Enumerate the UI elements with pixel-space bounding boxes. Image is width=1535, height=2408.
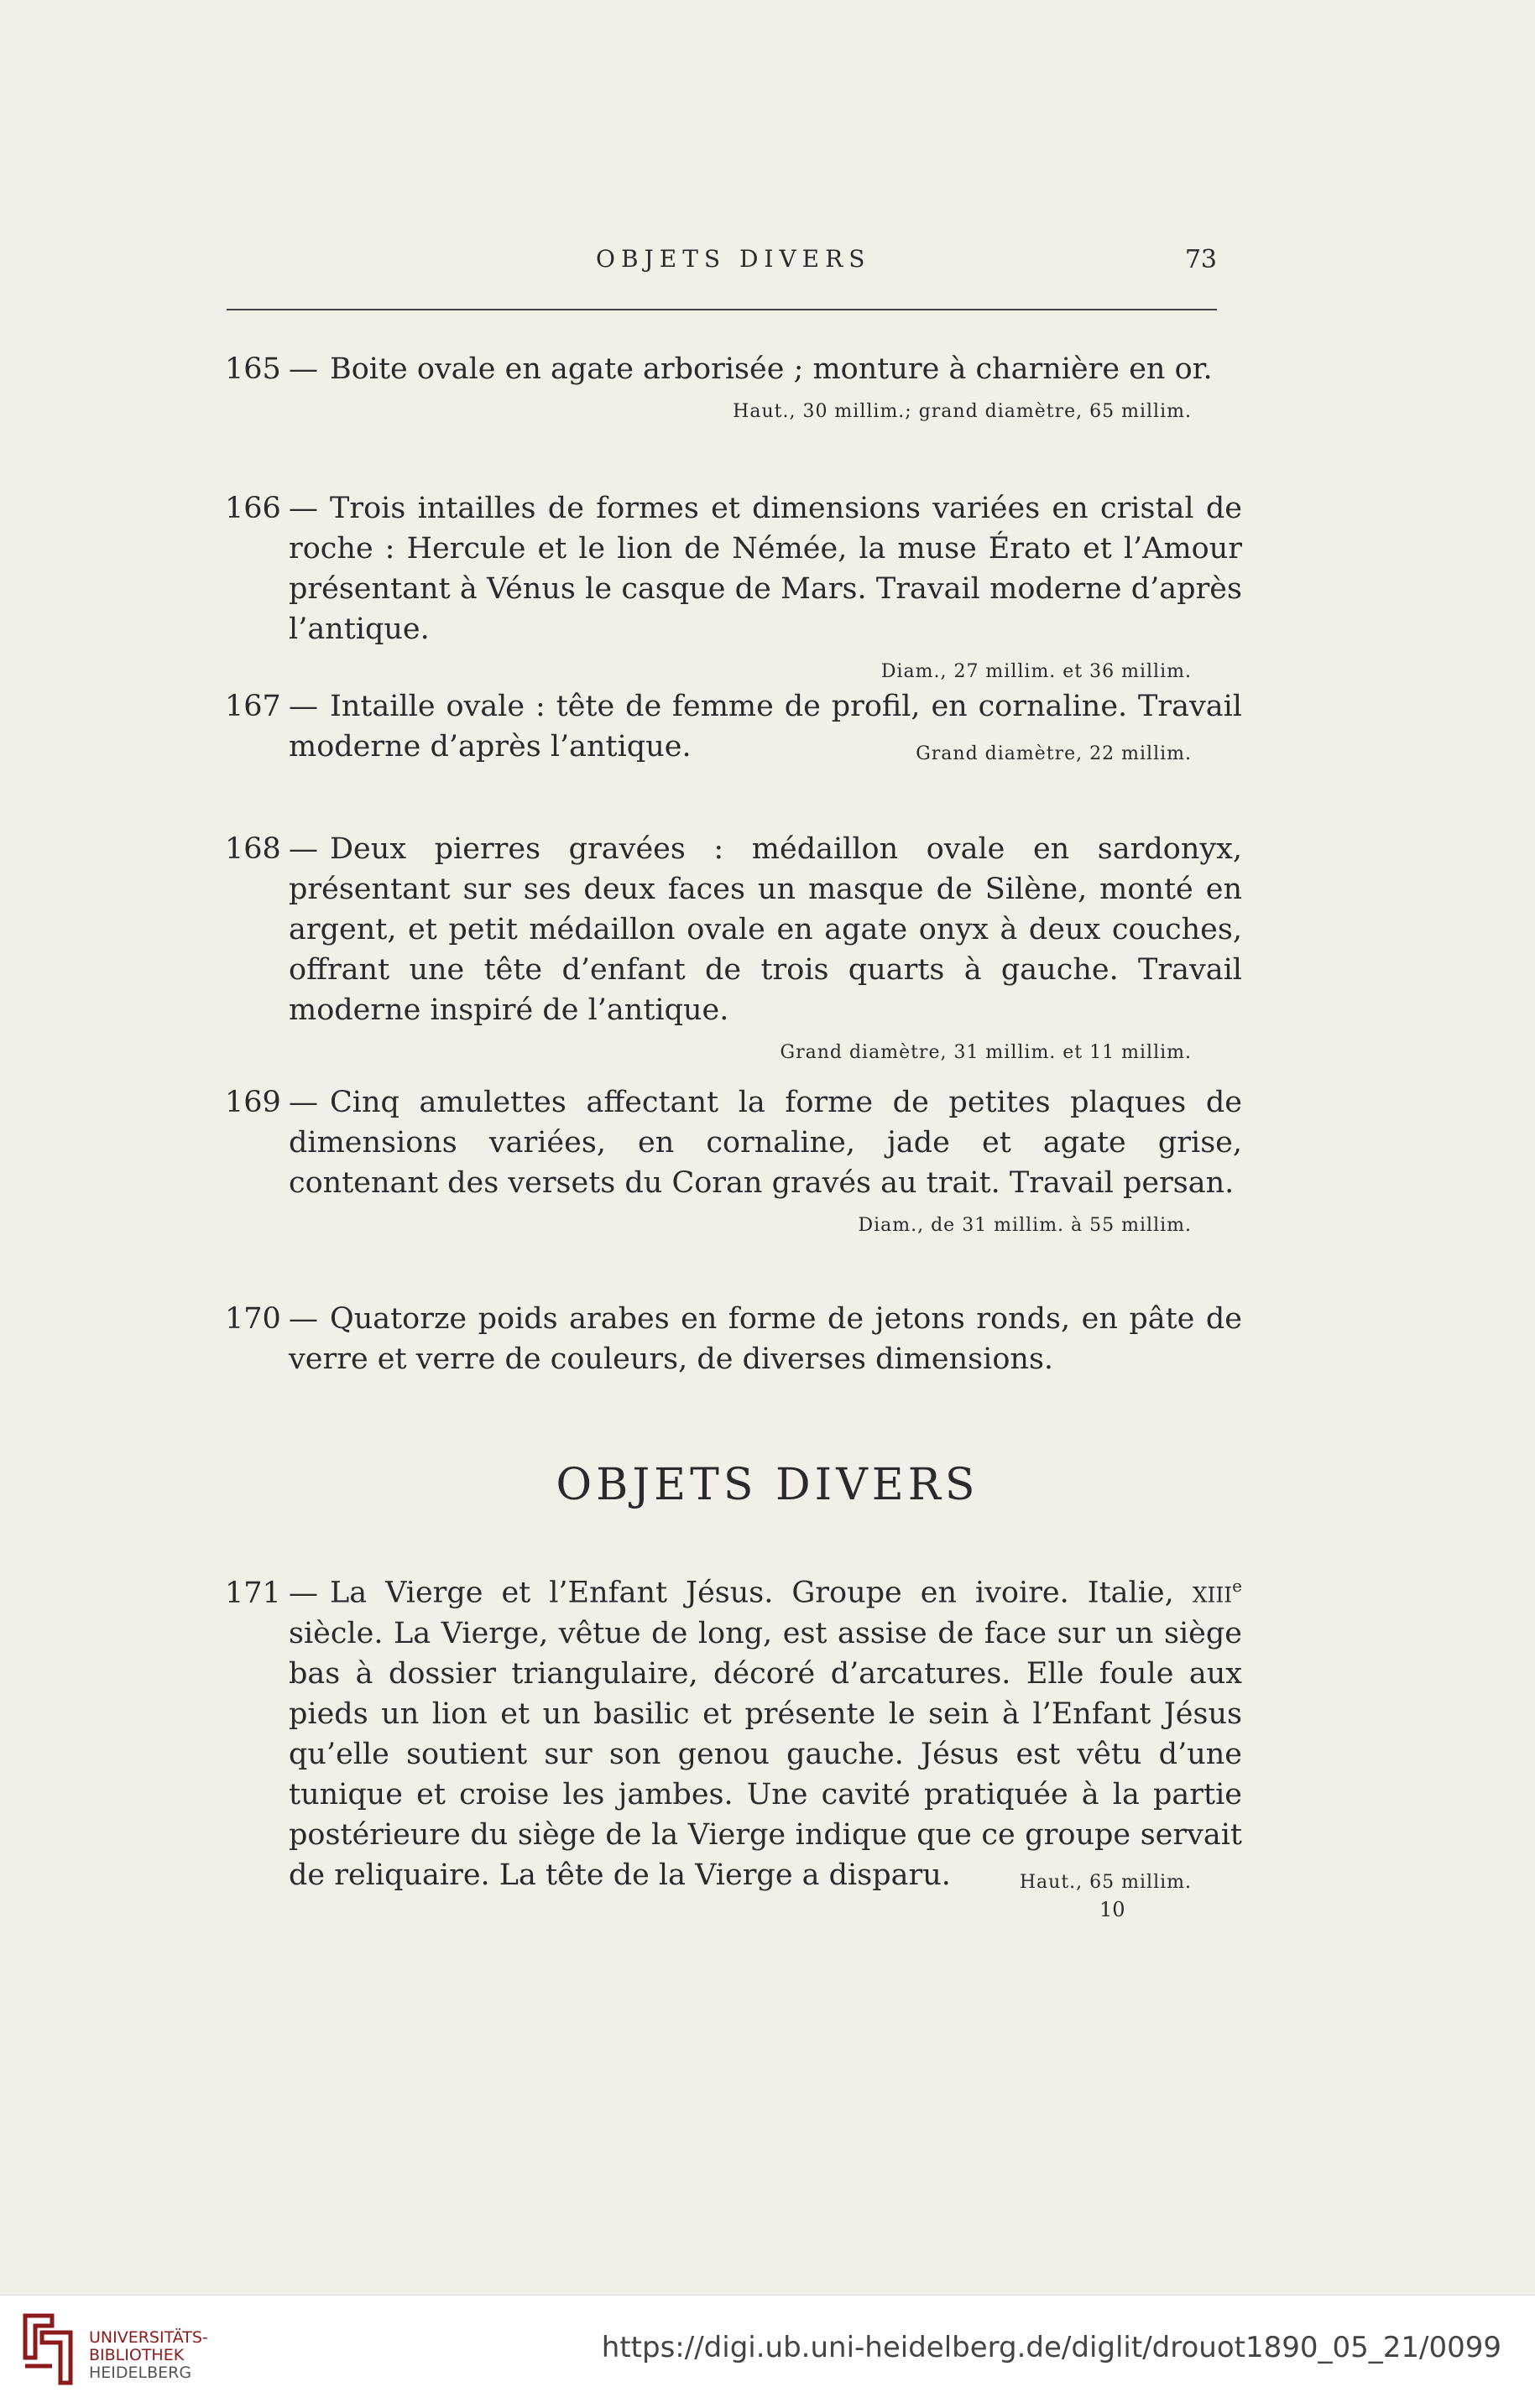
entry-text: 171 — La Vierge et l’Enfant Jésus. Groupe en ivoire. Italie, xiii$^e$ siècle. La Vierge, vêtue de long, est assise de face sur un siège bas à dossier triangulaire, décoré d’arcatures. Elle foule aux pieds un lion et un basilic et présente le sein à l’Enfant Jésus qu’elle soutient sur son genou gauche. Jésus est vêtu d’une tunique et croise les jambes. Une cavité pratiquée à la partie postérieure du siège de la Vierge indique que ce groupe servait de reliquaire. La tête de la Vierge a disparu. (225, 1566, 1242, 1895)
running-header (227, 245, 1217, 279)
catalog-entry-165 (225, 349, 1242, 425)
catalog-entry-166 (225, 488, 1242, 685)
entry-measure: Haut., 65 millim. (1019, 1871, 1192, 1893)
entry-text: 167 — Intaille ovale : tête de femme de profil, en cornaline. Travail moderne d’après l’antique. (225, 686, 1242, 767)
century-numeral: xiii (1192, 1576, 1233, 1610)
entry-text: 168 — Deux pierres gravées : médaillon ovale en sardonyx, présentant sur ses deux faces un masque de Silène, monté en argent, et petit médaillon ovale en agate onyx à deux couches, offrant une tête d’enfant de trois quarts à gauche. Travail moderne inspiré de l’antique. (225, 829, 1242, 1030)
footer-bar (0, 2295, 1535, 2408)
section-title: OBJETS DIVERS (556, 1460, 979, 1510)
running-title: OBJETS DIVERS (596, 245, 871, 273)
signature-mark: 10 (1099, 1898, 1125, 1921)
entry-measure: Diam., de 31 millim. à 55 millim. (858, 1215, 1192, 1236)
entry-measure: Grand diamètre, 31 millim. et 11 millim. (780, 1042, 1192, 1063)
catalog-entry-171 (225, 1566, 1242, 1895)
entry-description: Cinq amulettes affectant la forme de petites plaques de dimensions variées, en cornaline, jade et agate grise, contenant des versets du Coran gravés au trait. Travail persan. (289, 1086, 1242, 1200)
entry-number: 169 (225, 1086, 281, 1119)
library-logo-icon (18, 2307, 77, 2395)
library-name: UNIVERSITÄTS- BIBLIOTHEK HEIDELBERG (89, 2328, 208, 2382)
entry-description: Trois intailles de formes et dimensions variées en cristal de roche : Hercule et le lion de Némée, la muse Érato et l’Amour présentant à Vénus le casque de Mars. Travail moderne d’après l’antique. (289, 492, 1242, 646)
header-rule (227, 309, 1217, 310)
entry-measure: Haut., 30 millim.; grand diamètre, 65 millim. (733, 401, 1192, 422)
entry-text: 170 — Quatorze poids arabes en forme de jetons ronds, en pâte de verre et verre de couleurs, de diverses dimensions. (225, 1299, 1242, 1379)
permalink-url[interactable]: https://digi.ub.uni-heidelberg.de/diglit/drouot1890_05_21/0099 (601, 2331, 1501, 2364)
catalog-entry-170 (225, 1299, 1242, 1379)
entry-measure: Grand diamètre, 22 millim. (916, 743, 1192, 764)
page-number: 73 (1184, 245, 1217, 274)
entry-number: 170 (225, 1302, 281, 1336)
entry-description: Intaille ovale : tête de femme de profil, en cornaline. Travail moderne d’après l’antique. (289, 690, 1242, 764)
catalog-entry-168 (225, 829, 1242, 1066)
entry-description: Quatorze poids arabes en forme de jetons ronds, en pâte de verre et verre de couleurs, de diverses dimensions. (289, 1302, 1242, 1376)
entry-text: 165 — Boite ovale en agate arborisée ; monture à charnière en or. (225, 349, 1242, 389)
entry-number: 168 (225, 832, 281, 866)
entry-description-end: siècle. La Vierge, vêtue de long, est assise de face sur un siège bas à dossier triangulaire, décoré d’arcatures. Elle foule aux pieds un lion et un basilic et présente le sein à l’Enfant Jésus qu’elle soutient sur son genou gauche. Jésus est vêtu d’une tunique et croise les jambes. Une cavité pratiquée à la partie postérieure du siège de la Vierge indique que ce groupe servait de reliquaire. La tête de la Vierge a disparu. (289, 1616, 1242, 1892)
entry-number: 171 (225, 1576, 281, 1610)
entry-number: 165 (225, 352, 281, 386)
entry-description: Boite ovale en agate arborisée ; monture à charnière en or. (330, 352, 1213, 386)
catalog-entry-167 (225, 686, 1242, 767)
entry-number: 167 (225, 690, 281, 723)
entry-number: 166 (225, 492, 281, 525)
entry-measure: Diam., 27 millim. et 36 millim. (880, 661, 1192, 682)
entry-text: 169 — Cinq amulettes affectant la forme de petites plaques de dimensions variées, en cornaline, jade et agate grise, contenant des versets du Coran gravés au trait. Travail persan. (225, 1082, 1242, 1203)
entry-description-start: La Vierge et l’Enfant Jésus. Groupe en ivoire. Italie, (330, 1576, 1193, 1610)
entry-text: 166 — Trois intailles de formes et dimensions variées en cristal de roche : Hercule et le lion de Némée, la muse Érato et l’Amour présentant à Vénus le casque de Mars. Travail moderne d’après l’antique. (225, 488, 1242, 649)
entry-description: Deux pierres gravées : médaillon ovale en sardonyx, présentant sur ses deux faces un masque de Silène, monté en argent, et petit médaillon ovale en agate onyx à deux couches, offrant une tête d’enfant de trois quarts à gauche. Travail moderne inspiré de l’antique. (289, 832, 1242, 1027)
catalog-entry-169 (225, 1082, 1242, 1238)
century-superscript: e (1232, 1576, 1242, 1596)
